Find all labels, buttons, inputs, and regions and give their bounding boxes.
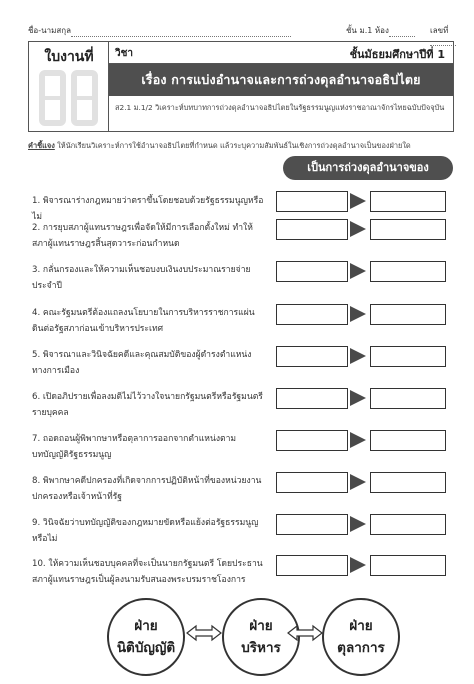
answer-box-from[interactable] [276, 555, 348, 576]
arrow-right-icon [350, 263, 366, 279]
name-label: ชื่อ-นามสกุล [28, 26, 71, 35]
branch-label-line2: นิติบัญญัติ [116, 640, 176, 656]
double-arrow-icon [186, 624, 222, 642]
answer-box-from[interactable] [276, 388, 348, 409]
branch-label-line1: ฝ่าย [134, 618, 158, 634]
answer-box-to[interactable] [370, 219, 446, 240]
question-text: 8. พิพากษาคดีปกครองที่เกิดจากการปฏิบัติหน้าที่ของหน่วยงานปกครองหรือเจ้าหน้าที่รัฐ [32, 476, 262, 502]
answer-box-from[interactable] [276, 191, 348, 212]
answer-box-from[interactable] [276, 430, 348, 451]
number-label: เลขที่ [430, 26, 449, 35]
question-text: 3. กลั่นกรองและให้ความเห็นชอบงบเงินงบประมาณรายจ่ายประจำปี [32, 265, 251, 291]
name-field[interactable] [28, 24, 291, 37]
arrow-right-icon [350, 193, 366, 209]
answer-box-to[interactable] [370, 388, 446, 409]
answer-box-from[interactable] [276, 261, 348, 282]
class-label: ชั้น ม.1 ห้อง [346, 26, 389, 35]
instructions [28, 140, 458, 152]
subject-label: วิชา [115, 48, 134, 59]
grade-label: ชั้นมัธยมศึกษาปีที่ 1 [349, 48, 445, 61]
answer-box-from[interactable] [276, 304, 348, 325]
question-text: 10. ให้ความเห็นชอบบุคคลที่จะเป็นนายกรัฐมนตรี โดยประธานสภาผู้แทนราษฎรเป็นผู้ลงนามรับสนองพระบรมราชโองการ [32, 559, 263, 585]
worksheet-info [109, 42, 453, 131]
arrow-right-icon [350, 306, 366, 322]
digit-placeholder [39, 70, 66, 126]
worksheet-number-placeholder [39, 70, 99, 126]
answer-box-to[interactable] [370, 346, 446, 367]
judicial-branch-circle [322, 598, 400, 676]
answer-box-to[interactable] [370, 555, 446, 576]
worksheet-number-panel [29, 42, 109, 131]
indicator-text: ส2.1 ม.1/2 วิเคราะห์บทบาทการถ่วงดุลอำนาจอธิปไตยในรัฐธรรมนูญแห่งราชอาณาจักรไทยฉบับปัจจุบัน [115, 103, 445, 112]
branch-label-line2: ตุลาการ [337, 640, 385, 656]
branch-label-line1: ฝ่าย [349, 618, 373, 634]
class-field[interactable] [346, 24, 415, 37]
answer-box-to[interactable] [370, 261, 446, 282]
digit-placeholder [71, 70, 98, 126]
arrow-right-icon [350, 390, 366, 406]
answer-box-to[interactable] [370, 304, 446, 325]
student-info-line [28, 24, 452, 38]
question-text: 4. คณะรัฐมนตรีต้องแถลงนโยบายในการบริหารราชการแผ่นดินต่อรัฐสภาก่อนเข้าบริหารประเทศ [32, 308, 255, 334]
question-text: 6. เปิดอภิปรายเพื่อลงมติไม่ไว้วางใจนายกรัฐมนตรีหรือรัฐมนตรีรายบุคคล [32, 392, 263, 418]
question-text: 9. วินิจฉัยว่าบทบัญญัติของกฎหมายขัดหรือแย้งต่อรัฐธรรมนูญหรือไม่ [32, 518, 259, 544]
double-arrow-icon [287, 624, 323, 642]
branch-label-line1: ฝ่าย [249, 618, 273, 634]
worksheet-header [28, 41, 454, 132]
arrow-right-icon [350, 557, 366, 573]
worksheet-label: ใบงานที่ [44, 49, 94, 65]
question-text: 2. การยุบสภาผู้แทนราษฎรเพื่อจัดให้มีการเลือกตั้งใหม่ ทำให้สภาผู้แทนราษฎรสิ้นสุดวาระก่อนกำหนด [32, 223, 253, 249]
legislative-branch-circle [107, 598, 185, 676]
worksheet-title: เรื่อง การแบ่งอำนาจและการถ่วงดุลอำนาจอธิปไตย [109, 64, 453, 96]
question-text: 7. ถอดถอนผู้พิพากษาหรือตุลาการออกจากตำแหน่งตามบทบัญญัติรัฐธรรมนูญ [32, 434, 237, 460]
instructions-text: ให้นักเรียนวิเคราะห์การใช้อำนาจอธิปไตยที่กำหนด แล้วระบุความสัมพันธ์ในเชิงการถ่วงดุลอำนาจเป็นของฝ่ายใด [54, 141, 411, 150]
arrow-right-icon [350, 348, 366, 364]
arrow-right-icon [350, 432, 366, 448]
arrow-right-icon [350, 221, 366, 237]
arrow-right-icon [350, 516, 366, 532]
answer-box-from[interactable] [276, 219, 348, 240]
column-header: เป็นการถ่วงดุลอำนาจของ [283, 156, 453, 180]
instructions-keyword: คำชี้แจง [28, 141, 55, 150]
answer-box-from[interactable] [276, 346, 348, 367]
question-text: 5. พิจารณาและวินิจฉัยคดีและคุณสมบัติของผู้ดำรงตำแหน่งทางการเมือง [32, 350, 252, 376]
question-text: 1. พิจารณาร่างกฎหมายว่าตราขึ้นโดยชอบด้วยรัฐธรรมนูญหรือไม่ [32, 196, 264, 222]
answer-box-to[interactable] [370, 191, 446, 212]
answer-box-from[interactable] [276, 472, 348, 493]
answer-box-to[interactable] [370, 472, 446, 493]
answer-box-to[interactable] [370, 430, 446, 451]
arrow-right-icon [350, 474, 366, 490]
answer-box-from[interactable] [276, 514, 348, 535]
branch-label-line2: บริหาร [241, 640, 281, 656]
answer-box-to[interactable] [370, 514, 446, 535]
